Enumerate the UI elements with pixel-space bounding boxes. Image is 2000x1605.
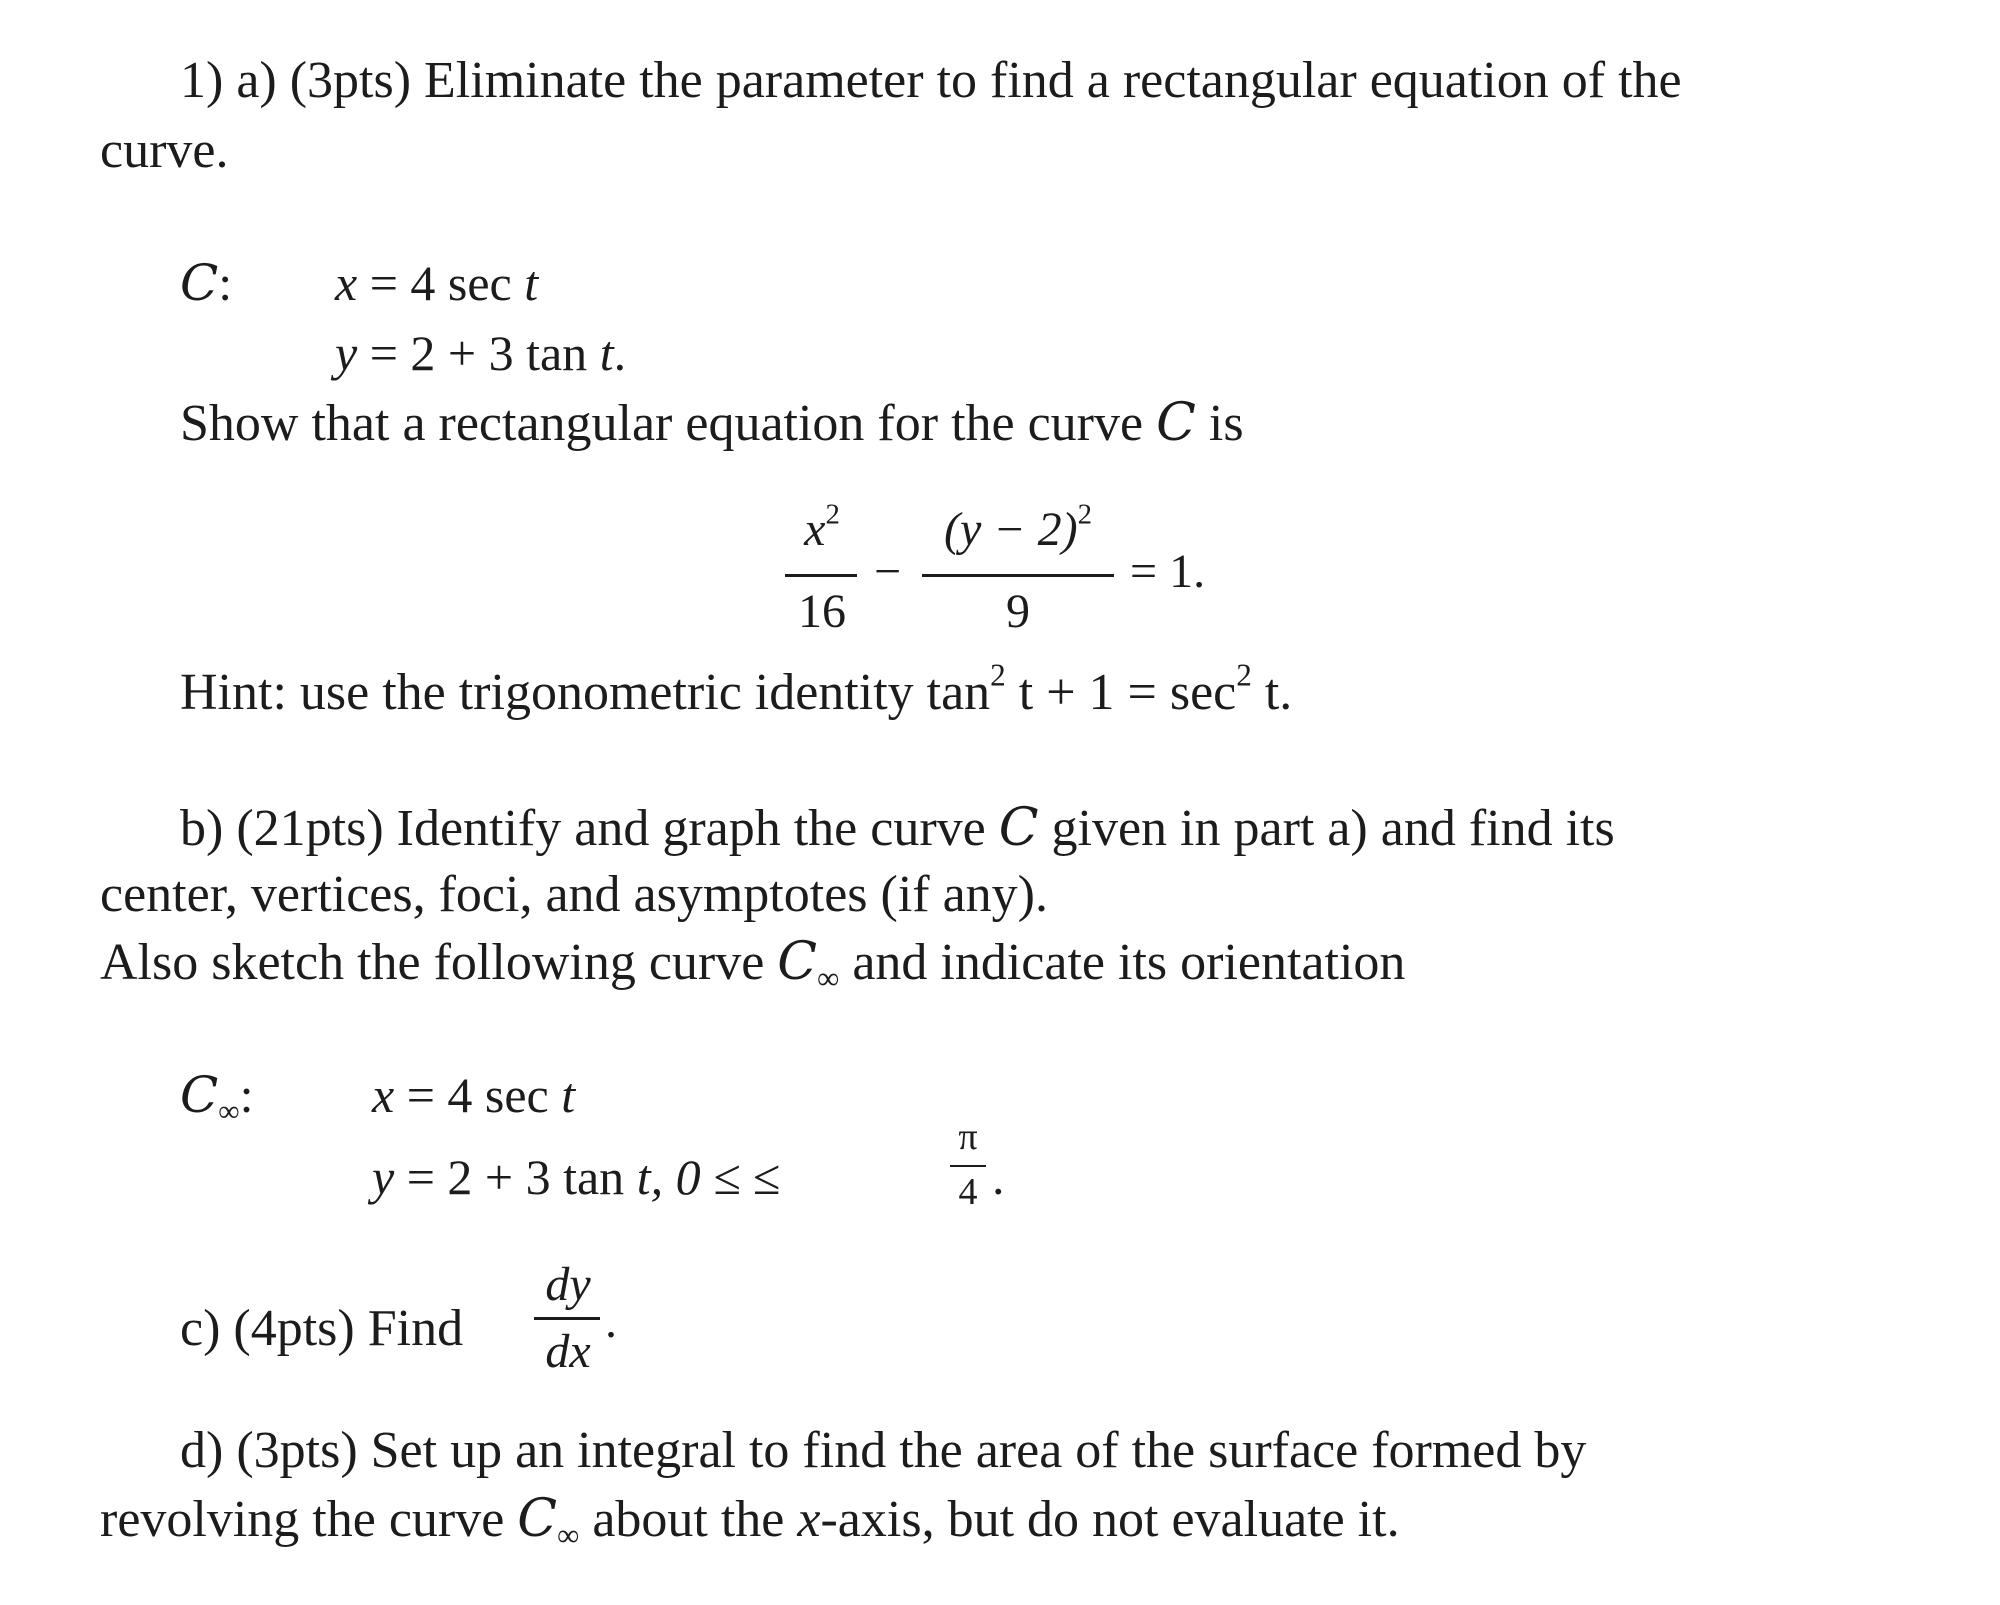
pi-numerator: π xyxy=(958,1116,978,1158)
minus-sign: − xyxy=(874,545,902,598)
curve-c-x-equation: x = 4 sec t xyxy=(335,255,539,311)
hint-line: Hint: use the trigonometric identity $\tan^2 t + 1 = \sec^2 t$. xyxy=(180,657,1293,721)
frac2-denominator: 9 xyxy=(1006,585,1030,638)
part-a-line1: 1) a) (3pts) Eliminate the parameter to find a rectangular equation of the xyxy=(180,52,1682,109)
frac2-numerator: $(y - 2)^2$ xyxy=(943,498,1093,556)
curve-c-inf-x-equation: x = 4 sec t xyxy=(372,1067,576,1123)
show-that-line: Show that a rectangular equation for the curve C is xyxy=(180,393,1244,453)
curve-c-y-equation: y = 2 + 3 tan t. xyxy=(335,325,627,381)
part-b-line1: b) (21pts) Identify and graph the curve C given in part a) and find its xyxy=(180,798,1615,858)
pi-denominator: 4 xyxy=(958,1171,978,1213)
curve-c-inf-label: $C_\infty$: xyxy=(180,1066,254,1128)
curve-c-inf-y-equation: y = 2 + 3 tan t, 0 ≤ ≤ xyxy=(372,1149,781,1205)
part-c-text: c) (4pts) Find xyxy=(180,1300,464,1357)
dx-denominator: dx xyxy=(545,1325,591,1378)
part-b-line3: Also sketch the following curve $C_\infty$ and indicate its orientation xyxy=(100,932,1406,996)
frac1-numerator: $x^2$ xyxy=(804,498,840,556)
part-b-line2: center, vertices, foci, and asymptotes (if any). xyxy=(100,866,1048,923)
part-a-line2: curve. xyxy=(100,122,229,179)
frac2-bar xyxy=(922,574,1114,577)
curve-c-label: C: xyxy=(180,254,233,312)
part-d-line2: revolving the curve $C_\infty$ about the x-axis, but do not evaluate it. xyxy=(100,1489,1400,1553)
equals-one: = 1. xyxy=(1130,545,1206,598)
frac1-bar xyxy=(785,574,857,577)
part-c-end: . xyxy=(605,1295,617,1348)
frac1-denominator: 16 xyxy=(798,585,846,638)
curve-c-inf-end: . xyxy=(992,1149,1005,1205)
dydx-bar xyxy=(534,1317,600,1320)
pi-frac-bar xyxy=(950,1165,986,1167)
part-d-line1: d) (3pts) Set up an integral to find the area of the surface formed by xyxy=(180,1422,1587,1479)
dy-numerator: dy xyxy=(545,1258,591,1311)
